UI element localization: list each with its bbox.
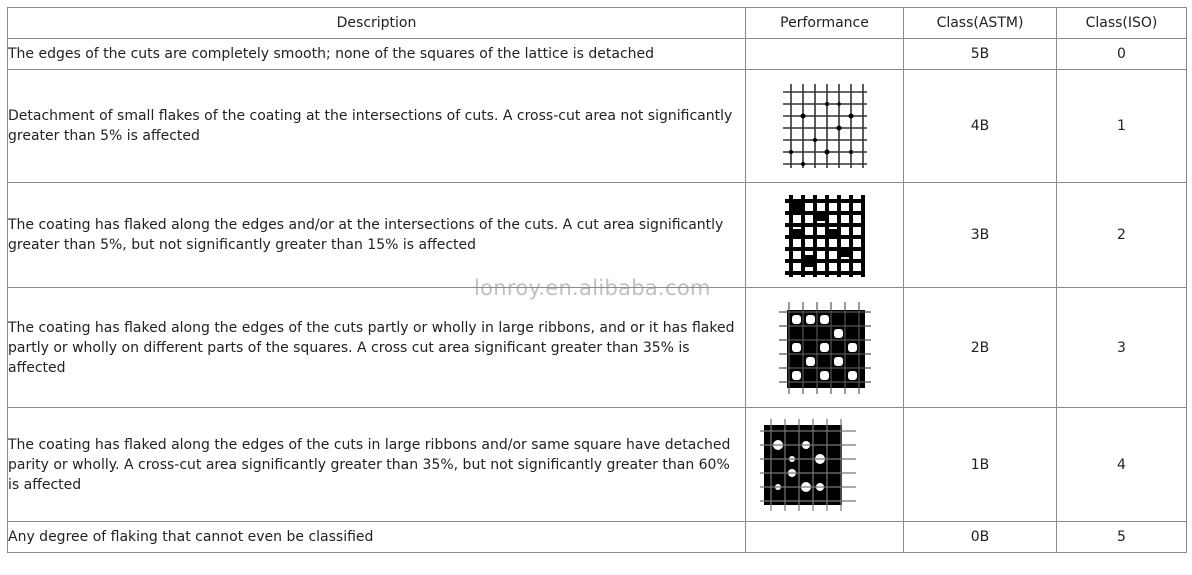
row-description: The edges of the cuts are completely smooth; none of the squares of the lattice is detached bbox=[8, 39, 746, 70]
row-class-astm: 1B bbox=[904, 408, 1057, 522]
table-row bbox=[8, 522, 1187, 553]
row-class-iso: 2 bbox=[1057, 183, 1187, 288]
header-description: Description bbox=[8, 8, 746, 39]
table-row bbox=[8, 408, 1187, 522]
header-row bbox=[8, 8, 1187, 39]
watermark: lonroy.en.alibaba.com bbox=[474, 276, 711, 300]
row-description: The coating has flaked along the edges of the cuts partly or wholly in large ribbons, and or it has flaked partly or wholly on different parts of the squares. A cross cut area significant greater than 35% is affected bbox=[8, 288, 746, 408]
header-class-iso: Class(ISO) bbox=[1057, 8, 1187, 39]
row-class-iso: 4 bbox=[1057, 408, 1187, 522]
cross-cut-lattice-2b-image bbox=[775, 298, 875, 398]
header-performance: Performance bbox=[746, 8, 904, 39]
performance-cell-empty bbox=[746, 39, 904, 70]
table-row bbox=[8, 39, 1187, 70]
table-row bbox=[8, 183, 1187, 288]
header-class-astm: Class(ASTM) bbox=[904, 8, 1057, 39]
cross-cut-lattice-1b-image bbox=[758, 415, 858, 515]
cross-cut-lattice-3b-image bbox=[779, 189, 871, 281]
performance-cell bbox=[746, 288, 904, 408]
row-description: The coating has flaked along the edges and/or at the intersections of the cuts. A cut area significantly greater than 5%, but not significantly greater than 15% is affected bbox=[8, 183, 746, 288]
performance-cell bbox=[746, 408, 904, 522]
row-class-astm: 4B bbox=[904, 70, 1057, 183]
row-class-iso: 1 bbox=[1057, 70, 1187, 183]
row-class-astm: 3B bbox=[904, 183, 1057, 288]
row-description: Any degree of flaking that cannot even be classified bbox=[8, 522, 746, 553]
row-class-astm: 2B bbox=[904, 288, 1057, 408]
performance-cell-empty bbox=[746, 522, 904, 553]
cross-cut-lattice-4b-image bbox=[779, 80, 871, 172]
table-row bbox=[8, 288, 1187, 408]
row-class-astm: 5B bbox=[904, 39, 1057, 70]
performance-cell bbox=[746, 70, 904, 183]
row-class-iso: 0 bbox=[1057, 39, 1187, 70]
row-description: Detachment of small flakes of the coating at the intersections of cuts. A cross-cut area not significantly greater than 5% is affected bbox=[8, 70, 746, 183]
row-class-astm: 0B bbox=[904, 522, 1057, 553]
table-row bbox=[8, 70, 1187, 183]
performance-cell bbox=[746, 183, 904, 288]
row-class-iso: 3 bbox=[1057, 288, 1187, 408]
row-class-iso: 5 bbox=[1057, 522, 1187, 553]
row-description: The coating has flaked along the edges of the cuts in large ribbons and/or same square have detached parity or wholly. A cross-cut area significantly greater than 35%, but not significantly greater than 60% is affected bbox=[8, 408, 746, 522]
